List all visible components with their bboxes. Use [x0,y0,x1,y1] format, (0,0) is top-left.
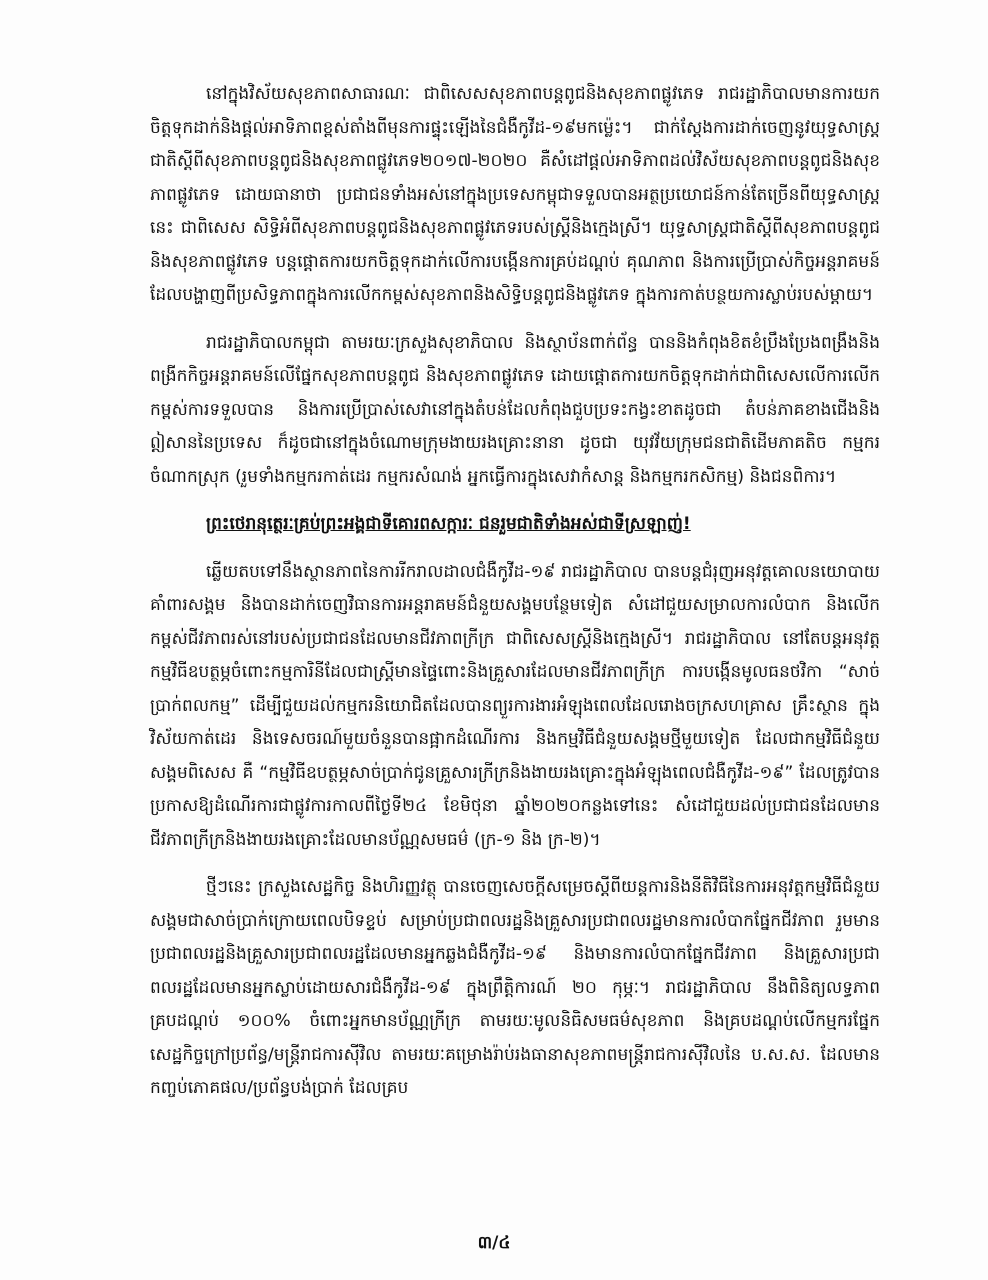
page-number: ៣/៤ [477,1233,511,1253]
salutation-heading: ព្រះថេរានុត្ថេរៈគ្រប់ព្រះអង្គជាទីគោរពសក្ការៈ ជនរួមជាតិទាំងអស់ជាទីស្រឡាញ់! [206,514,691,534]
paragraph-public-health: នៅក្នុងវិស័យសុខភាពសាធារណៈ ជាពិសេសសុខភាពបន្តពូជនិងសុខភាពផ្លូវភេទ រាជរដ្ឋាភិបាលមានការយកចិត្តទុកដាក់និងផ្តល់អាទិភាពខ្ពស់តាំងពីមុនការផ្ទុះឡើងនៃជំងឺកូវីដ-១៩មកម្ល៉េះ។ ជាក់ស្តែងការដាក់ចេញនូវយុទ្ធសាស្ត្រជាតិស្តីពីសុខភាពបន្តពូជនិងសុខភាពផ្លូវភេទ២០១៧-២០២០ គឺសំដៅផ្តល់អាទិភាពដល់វិស័យសុខភាពបន្តពូជនិងសុខភាពផ្លូវភេទ ដោយធានាថា ប្រជាជនទាំងអស់នៅក្នុងប្រទេសកម្ពុជាទទួលបានអត្ថប្រយោជន៍កាន់តែច្រើនពីយុទ្ធសាស្ត្រនេះ ជាពិសេស សិទ្ធិអំពីសុខភាពបន្តពូជនិងសុខភាពផ្លូវភេទរបស់ស្ត្រីនិងក្មេងស្រី។ យុទ្ធសាស្ត្រជាតិស្តីពីសុខភាពបន្តពូជនិងសុខភាពផ្លូវភេទ បន្តផ្តោតការយកចិត្តទុកដាក់លើការបង្កើនការគ្រប់ដណ្តប់ គុណភាព និងការប្រើប្រាស់កិច្ចអន្តរាគមន៍ ដែលបង្ហាញពីប្រសិទ្ធភាពក្នុងការលើកកម្ពស់សុខភាពនិងសិទ្ធិបន្តពូជនិងផ្លូវភេទ ក្នុងការកាត់បន្ថយការស្លាប់របស់ម្តាយ។ [150,84,880,305]
paragraph-covid-response: ឆ្លើយតបទៅនឹងស្ថានភាពនៃការរីករាលដាលជំងឺកូវីដ-១៩ រាជរដ្ឋាភិបាល បានបន្តជំរុញអនុវត្តគោលនយោបាយគាំពារសង្គម និងបានដាក់ចេញវិធានការអន្តរាគមន៍ជំនួយសង្គមបន្ថែមទៀត សំដៅជួយសម្រាលការលំបាក និងលើកកម្ពស់ជីវភាពរស់នៅរបស់ប្រជាជនដែលមានជីវភាពក្រីក្រ ជាពិសេសស្ត្រីនិងក្មេងស្រី។ រាជរដ្ឋាភិបាល នៅតែបន្តអនុវត្តកម្មវិធីឧបត្ថម្ភចំពោះកម្មការិនីដែលជាស្ត្រីមានផ្ទៃពោះនិងគ្រួសារដែលមានជីវភាពក្រីក្រ ការបង្កើនមូលធនថវិកា “សាច់ប្រាក់ពលកម្ម” ដើម្បីជួយដល់កម្មករនិយោជិតដែលបានព្យួរការងារអំឡុងពេលដែលរោងចក្រសហគ្រាស គ្រឹះស្ថាន ក្នុងវិស័យកាត់ដេរ និងទេសចរណ៍មួយចំនួនបានផ្អាកដំណើរការ និងកម្មវិធីជំនួយសង្គមថ្មីមួយទៀត ដែលជាកម្មវិធីជំនួយសង្គមពិសេស គឺ “កម្មវិធីឧបត្ថម្ភសាច់ប្រាក់ជូនគ្រួសារក្រីក្រនិងងាយរងគ្រោះក្នុងអំឡុងពេលជំងឺកូវីដ-១៩” ដែលត្រូវបានប្រកាសឱ្យដំណើរការជាផ្លូវការកាលពីថ្ងៃទី២៤ ខែមិថុនា ឆ្នាំ២០២០កន្លងទៅនេះ សំដៅជួយដល់ប្រជាជនដែលមានជីវភាពក្រីក្រនិងងាយរងគ្រោះដែលមានប័ណ្ណសមធម៌ (ក្រ-១ និង ក្រ-២)។ [150,561,880,850]
paragraph-ministry-decision: ថ្មីៗនេះ ក្រសួងសេដ្ឋកិច្ច និងហិរញ្ញវត្ថុ បានចេញសេចក្តីសម្រេចស្តីពីយន្តការនិងនីតិវិធីនៃការអនុវត្តកម្មវិធីជំនួយសង្គមជាសាច់ប្រាក់ក្រោយពេលបិទខ្ទប់ សម្រាប់ប្រជាពលរដ្ឋនិងគ្រួសារប្រជាពលរដ្ឋមានការលំបាកផ្នែកជីវភាព រួមមាន ប្រជាពលរដ្ឋនិងគ្រួសារប្រជាពលរដ្ឋដែលមានអ្នកឆ្លងជំងឺកូវីដ-១៩ និងមានការលំបាកផ្នែកជីវភាព និងគ្រួសារប្រជាពលរដ្ឋដែលមានអ្នកស្លាប់ដោយសារជំងឺកូវីដ-១៩ ក្នុងព្រឹត្តិការណ៍ ២០ កុម្ភៈ។ រាជរដ្ឋាភិបាល នឹងពិនិត្យលទ្ធភាពគ្របដណ្តប់ ១០០% ចំពោះអ្នកមានប័ណ្ណក្រីក្រ តាមរយៈមូលនិធិសមធម៌សុខភាព និងគ្របដណ្តប់លើកម្មករផ្នែកសេដ្ឋកិច្ចក្រៅប្រព័ន្ធ/មន្ត្រីរាជការស៊ីវិល តាមរយៈគម្រោងរ៉ាប់រងធានាសុខភាពមន្ត្រីរាជការស៊ីវិលនៃ ប.ស.ស. ដែលមានកញ្ចប់ភោគផល/ប្រព័ន្ធបង់ប្រាក់ ដែលគ្រប [150,877,880,1098]
document-body [150,78,880,1106]
paragraph-government-efforts: រាជរដ្ឋាភិបាលកម្ពុជា តាមរយៈក្រសួងសុខាភិបាល និងស្ថាប័នពាក់ព័ន្ធ បាននិងកំពុងខិតខំប្រឹងប្រែងពង្រឹងនិងពង្រីកកិច្ចអន្តរាគមន៍លើផ្នែកសុខភាពបន្តពូជ និងសុខភាពផ្លូវភេទ ដោយផ្តោតការយកចិត្តទុកដាក់ជាពិសេសលើការលើកកម្ពស់ការទទួលបាន និងការប្រើប្រាស់សេវានៅក្នុងតំបន់ដែលកំពុងជួបប្រទះកង្វះខាតដូចជា តំបន់ភាគខាងជើងនិងឦសាននៃប្រទេស ក៏ដូចជានៅក្នុងចំណោមក្រុមងាយរងគ្រោះនានា ដូចជា យុវវ័យក្រុមជនជាតិដើមភាគតិច កម្មករចំណាកស្រុក (រួមទាំងកម្មករកាត់ដេរ កម្មករសំណង់ អ្នកធ្វើការក្នុងសេវាកំសាន្ត និងកម្មករកសិកម្ម) និងជនពិការ។ [150,332,880,487]
